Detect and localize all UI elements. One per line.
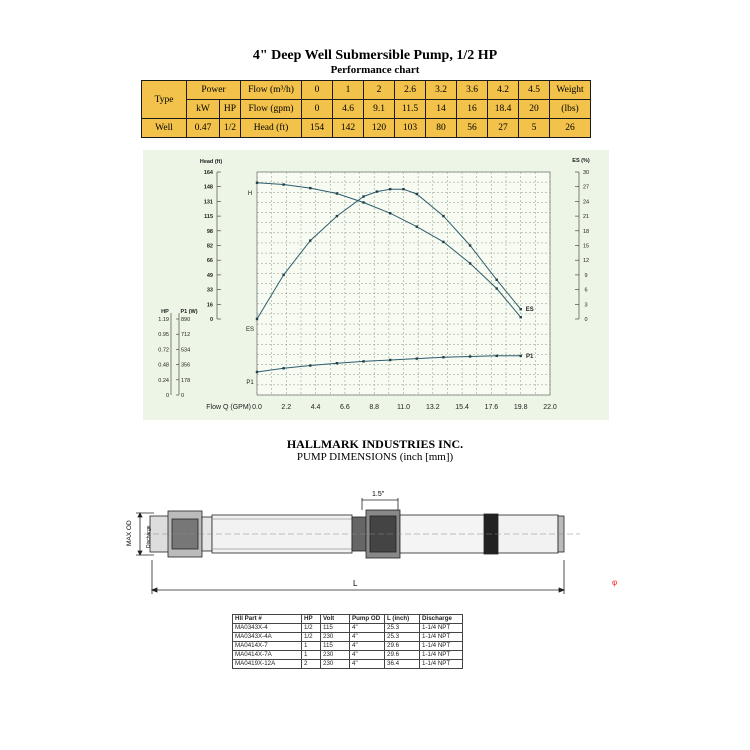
head-value: 27 <box>488 119 519 138</box>
length-label: L <box>353 579 358 588</box>
head-value: 5 <box>519 119 550 138</box>
dim-table-cell: 230 <box>321 651 350 660</box>
perf-row-gpm <box>142 100 591 119</box>
flow-gpm-value: 11.5 <box>395 100 426 119</box>
perf-row-m3h <box>142 81 591 100</box>
efficiency-tick-label: 3 <box>584 302 588 309</box>
power-hp-axis-title: HP <box>161 309 169 315</box>
power-hp-tick-label: 0.24 <box>158 377 169 384</box>
flow-gpm-value: 18.4 <box>488 100 519 119</box>
efficiency-tick-label: 15 <box>582 243 590 250</box>
head-value: 80 <box>426 119 457 138</box>
power-w-tick-label: 356 <box>181 362 191 369</box>
flow-m3h-header: Flow (m³/h) <box>241 81 302 100</box>
dim-table-cell: 1-1/4 NPT <box>420 633 463 642</box>
efficiency-tick-label: 9 <box>584 272 588 279</box>
power-hp-tick-label: 0.72 <box>158 347 169 354</box>
efficiency-tick-label: 24 <box>582 199 590 206</box>
head-value: 154 <box>302 119 333 138</box>
dim-table-header-row <box>233 615 463 624</box>
flow-gpm-value: 4.6 <box>333 100 364 119</box>
dim-table-row <box>233 642 463 651</box>
flow-m3h-value: 3.6 <box>457 81 488 100</box>
dim-table-header: Hll Part # <box>233 615 302 624</box>
curve-point-es <box>496 279 498 281</box>
curve-point-es <box>309 239 311 241</box>
curve-label-p1: P1 <box>246 379 254 386</box>
power-w-tick-label: 712 <box>181 332 191 339</box>
dim-table-cell: 230 <box>321 660 350 669</box>
dim-table-cell: 36.4 <box>385 660 420 669</box>
curve-point-h <box>416 225 418 227</box>
x-axis-title: Flow Q (GPM) <box>206 404 251 411</box>
curve-point-h <box>256 182 258 184</box>
curve-label-right-es: ES <box>525 307 534 314</box>
dim-table-cell: MA0343X-4A <box>233 633 302 642</box>
head-tick-label: 115 <box>204 214 213 221</box>
curve-point-p1 <box>416 357 418 359</box>
dimension-table-body <box>233 615 463 669</box>
curve-point-h <box>282 183 284 185</box>
curve-point-es <box>416 193 418 195</box>
curve-point-h <box>469 262 471 264</box>
x-tick-label: 11.0 <box>396 404 411 411</box>
head-tick-label: 82 <box>206 243 213 250</box>
dim-table-cell: 4" <box>350 633 385 642</box>
power-header: Power <box>187 81 241 100</box>
dim-table-cell: MA0414X-7 <box>233 642 302 651</box>
dim-table-cell: 230 <box>321 633 350 642</box>
power-hp-tick-label: 1.19 <box>158 317 169 323</box>
x-tick-label: 17.6 <box>484 404 499 411</box>
curve-point-p1 <box>442 356 444 358</box>
type-value: Well <box>142 119 187 138</box>
x-tick-label: 6.6 <box>340 404 350 411</box>
curve-point-h <box>520 316 522 318</box>
power-hp-tick-label: 0.48 <box>158 362 169 369</box>
dim-table-cell: 29.6 <box>385 651 420 660</box>
curve-label-right-p1: P1 <box>526 353 534 360</box>
head-tick-label: 49 <box>206 272 213 279</box>
curve-point-es <box>336 215 338 217</box>
efficiency-tick-label: 0 <box>584 317 588 323</box>
red-mark: φ <box>612 578 618 587</box>
head-tick-label: 33 <box>206 287 213 294</box>
curve-point-p1 <box>256 371 258 373</box>
flow-m3h-value: 0 <box>302 81 333 100</box>
head-tick-label: 148 <box>203 184 213 191</box>
efficiency-tick-label: 6 <box>584 287 588 294</box>
dim-table-cell: 25.3 <box>385 624 420 633</box>
performance-table-body <box>142 81 591 138</box>
discharge-label: Discharge <box>146 525 152 548</box>
x-tick-label: 22.0 <box>543 404 557 411</box>
dim-table-header: L (inch) <box>385 615 420 624</box>
flow-gpm-value: 9.1 <box>364 100 395 119</box>
dim-table-row <box>233 633 463 642</box>
flow-m3h-value: 3.2 <box>426 81 457 100</box>
flow-gpm-value: 0 <box>302 100 333 119</box>
head-tick-label: 0 <box>209 317 213 323</box>
head-tick-label: 98 <box>206 228 213 235</box>
flow-gpm-value: 20 <box>519 100 550 119</box>
kw-value: 0.47 <box>187 119 220 138</box>
weight-unit: (lbs) <box>550 100 591 119</box>
curve-point-es <box>520 308 522 310</box>
dim-table-row <box>233 624 463 633</box>
curve-point-es <box>362 195 364 197</box>
power-w-tick-label: 890 <box>181 317 191 323</box>
x-tick-label: 8.8 <box>369 404 380 411</box>
type-header: Type <box>142 81 187 119</box>
dim-table-cell: 25.3 <box>385 633 420 642</box>
x-tick-label: 15.4 <box>455 404 469 411</box>
dim-table-header: Discharge <box>420 615 463 624</box>
dim-table-cell: 1 <box>302 642 321 651</box>
dim-table-cell: 4" <box>350 651 385 660</box>
company-name: HALLMARK INDUSTRIES INC. <box>286 437 464 451</box>
flow-gpm-value: 16 <box>457 100 488 119</box>
head-tick-label: 66 <box>206 258 213 265</box>
power-hp-tick-label: 0.95 <box>158 332 169 339</box>
curve-point-es <box>402 188 404 190</box>
dim-table-cell: 2 <box>302 660 321 669</box>
dim-table-cell: 115 <box>321 642 350 651</box>
curve-point-h <box>336 192 338 194</box>
dim-table-cell: MA0343X-4 <box>233 624 302 633</box>
dim-table-cell: MA0414X-7A <box>233 651 302 660</box>
dim-table-cell: 1/2 <box>302 624 321 633</box>
efficiency-tick-label: 12 <box>582 258 590 265</box>
head-value: 142 <box>333 119 364 138</box>
curve-point-h <box>309 187 311 189</box>
curve-point-p1 <box>469 355 471 357</box>
x-tick-label: 19.8 <box>513 404 528 411</box>
angle-label: 1.5" <box>372 491 385 498</box>
curve-point-p1 <box>362 360 364 362</box>
dim-table-row <box>233 660 463 669</box>
curve-point-p1 <box>520 355 522 357</box>
efficiency-tick-label: 18 <box>582 228 590 235</box>
dim-table-cell: 115 <box>321 624 350 633</box>
flow-gpm-header: Flow (gpm) <box>241 100 302 119</box>
curve-point-es <box>442 215 444 217</box>
dim-table-header: Pump OD <box>350 615 385 624</box>
dim-table-cell: 29.6 <box>385 642 420 651</box>
dim-table-cell: MA0419X-12A <box>233 660 302 669</box>
power-w-tick-label: 0 <box>181 393 185 399</box>
head-axis-title: Head (ft) <box>199 159 223 165</box>
x-tick-label: 0.0 <box>252 404 262 411</box>
power-w-axis-title: P1 (W) <box>180 309 198 315</box>
max-od-label: MAX OD <box>126 520 133 546</box>
dim-table-cell: 1/2 <box>302 633 321 642</box>
dim-table-cell: 1-1/4 NPT <box>420 660 463 669</box>
flow-m3h-value: 2 <box>364 81 395 100</box>
performance-table <box>141 80 591 138</box>
curve-point-h <box>442 241 444 243</box>
dim-table-row <box>233 651 463 660</box>
dim-table-cell: 1-1/4 NPT <box>420 651 463 660</box>
head-value: 56 <box>457 119 488 138</box>
curve-point-h <box>389 212 391 214</box>
efficiency-axis-title: ES (%) <box>572 158 590 164</box>
weight-header: Weight <box>550 81 591 100</box>
flow-m3h-value: 1 <box>333 81 364 100</box>
kw-header: kW <box>187 100 220 119</box>
flow-m3h-value: 4.5 <box>519 81 550 100</box>
pump-dimension-drawing <box>120 486 590 601</box>
head-value: 120 <box>364 119 395 138</box>
flow-gpm-value: 14 <box>426 100 457 119</box>
flow-m3h-value: 4.2 <box>488 81 519 100</box>
x-tick-label: 4.4 <box>310 404 321 411</box>
efficiency-tick-label: 21 <box>582 214 590 221</box>
curve-point-es <box>389 188 391 190</box>
dim-table-cell: 1 <box>302 651 321 660</box>
dimension-table <box>232 614 463 669</box>
curve-point-p1 <box>389 359 391 361</box>
dim-table-header: HP <box>302 615 321 624</box>
dim-table-header: Volt <box>321 615 350 624</box>
flow-m3h-value: 2.6 <box>395 81 426 100</box>
curve-point-p1 <box>496 355 498 357</box>
power-w-tick-label: 178 <box>181 377 191 384</box>
x-tick-label: 13.2 <box>425 404 440 411</box>
dim-table-cell: 4" <box>350 624 385 633</box>
head-value: 103 <box>395 119 426 138</box>
head-tick-label: 164 <box>203 170 213 176</box>
x-tick-label: 2.2 <box>281 404 292 411</box>
dim-table-cell: 1-1/4 NPT <box>420 642 463 651</box>
efficiency-tick-label: 30 <box>582 170 590 176</box>
curve-point-p1 <box>309 364 311 366</box>
dim-table-cell: 4" <box>350 642 385 651</box>
curve-label-es: ES <box>245 327 255 333</box>
curve-point-es <box>376 190 378 192</box>
performance-chart <box>143 150 609 420</box>
curve-point-h <box>362 201 364 203</box>
curve-point-p1 <box>282 367 284 369</box>
dim-table-cell: 1-1/4 NPT <box>420 624 463 633</box>
dimensions-title: PUMP DIMENSIONS (inch [mm]) <box>296 451 454 463</box>
curve-label-h: H <box>247 190 253 197</box>
power-w-tick-label: 534 <box>181 347 191 354</box>
document-subtitle: Performance chart <box>330 64 420 76</box>
curve-point-h <box>496 287 498 289</box>
curve-point-es <box>256 318 258 320</box>
weight-value: 26 <box>550 119 591 138</box>
hp-header: HP <box>220 100 241 119</box>
hp-value: 1/2 <box>220 119 241 138</box>
curve-point-p1 <box>336 362 338 364</box>
head-tick-label: 16 <box>206 302 213 309</box>
efficiency-tick-label: 27 <box>582 184 590 191</box>
dim-table-cell: 4" <box>350 660 385 669</box>
curve-point-es <box>282 274 284 276</box>
head-tick-label: 131 <box>203 199 213 206</box>
perf-row-head <box>142 119 591 138</box>
power-hp-tick-label: 0 <box>165 393 169 399</box>
document-title: 4" Deep Well Submersible Pump, 1/2 HP <box>252 48 498 63</box>
head-header: Head (ft) <box>241 119 302 138</box>
curve-point-es <box>469 244 471 246</box>
